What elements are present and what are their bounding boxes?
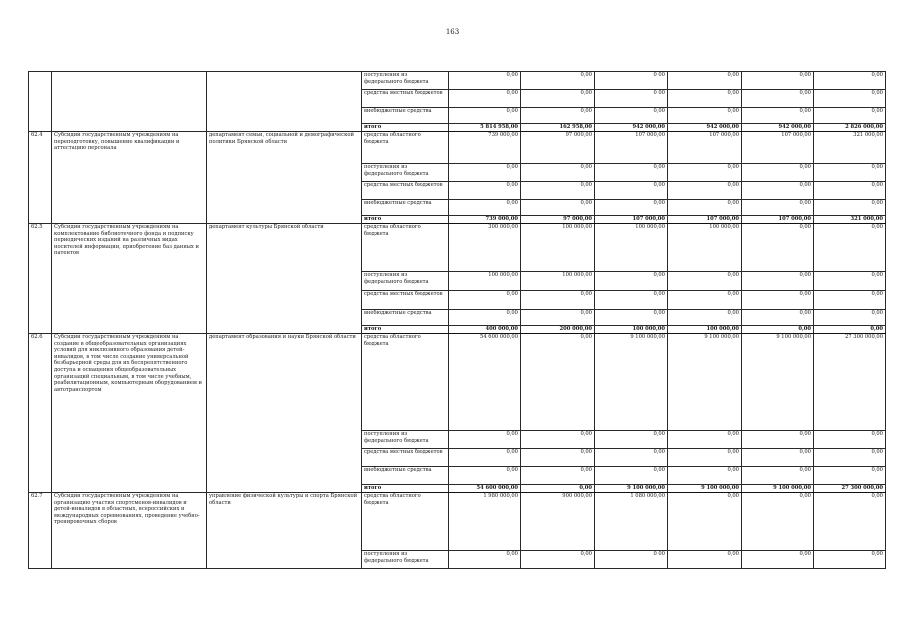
row2-local-value-2: 0,00 bbox=[521, 291, 595, 310]
row1-extra-value-4: 0,00 bbox=[668, 200, 742, 216]
row4-federal-value-3: 0 00 bbox=[595, 551, 668, 569]
top-local-value-3: 0 00 bbox=[595, 90, 668, 108]
continuation-name-cell bbox=[52, 72, 207, 132]
row3-federal-value-5: 0,00 bbox=[742, 431, 814, 449]
top-extra-value-4: 0,00 bbox=[668, 108, 742, 124]
row4-federal-value-6: 0,00 bbox=[814, 551, 886, 569]
source-label-federal: поступления из федерального бюджета bbox=[362, 164, 449, 182]
item-executor: департамент культуры Брянской области bbox=[207, 224, 362, 334]
source-label-federal: поступления из федерального бюджета bbox=[362, 431, 449, 449]
item-executor: управление физической культуры и спорта Брянской области bbox=[207, 493, 362, 569]
row2-federal-value-1: 100 000,00 bbox=[449, 272, 521, 291]
row2-extra-value-6: 0,00 bbox=[814, 310, 886, 326]
row2-regional-value-1: 300 000,00 bbox=[449, 224, 521, 272]
top-total-value-1: 5 814 958,00 bbox=[449, 124, 521, 132]
item-executor: департамент образования и науки Брянской области bbox=[207, 334, 362, 493]
row2-total-value-5: 0,00 bbox=[742, 326, 814, 334]
row1-local-value-2: 0,00 bbox=[521, 182, 595, 200]
row2-federal-value-5: 0,00 bbox=[742, 272, 814, 291]
table-row bbox=[29, 493, 886, 551]
item-description: Субсидии государственным учреждениям на переподготовку, повышение квалификации и аттестацию персонала bbox=[52, 132, 207, 224]
row3-regional-value-6: 27 300 000,00 bbox=[814, 334, 886, 431]
row2-federal-value-2: 100 000,00 bbox=[521, 272, 595, 291]
row4-regional-value-2: 900 000,00 bbox=[521, 493, 595, 551]
row2-extra-value-4: 0,00 bbox=[668, 310, 742, 326]
row1-federal-value-5: 0,00 bbox=[742, 164, 814, 182]
row3-federal-value-2: 0,00 bbox=[521, 431, 595, 449]
item-description: Субсидии государственным учреждениям на создание в общеобразовательных организациях условий для инклюзивного образования детей-инвалидов, в том числе создание универсальной безбарьерной среды для их беспрепятственного доступа и оснащения общеобразовательных организаций специальным, в том числе учебным, реабилитационным, компьютерным оборудованием и автотранспортом bbox=[52, 334, 207, 493]
row1-extra-value-3: 0,00 bbox=[595, 200, 668, 216]
row1-local-value-5: 0,00 bbox=[742, 182, 814, 200]
row2-total-value-4: 100 000,00 bbox=[668, 326, 742, 334]
source-label-regional: средства областного бюджета bbox=[362, 493, 449, 551]
row2-local-value-1: 0,00 bbox=[449, 291, 521, 310]
row3-regional-value-2: 0,00 bbox=[521, 334, 595, 431]
top-local-value-5: 0,00 bbox=[742, 90, 814, 108]
row2-federal-value-6: 0,00 bbox=[814, 272, 886, 291]
top-local-value-2: 0,00 bbox=[521, 90, 595, 108]
row2-total-value-6: 0,00 bbox=[814, 326, 886, 334]
row1-total-value-6: 321 000,00 bbox=[814, 216, 886, 224]
source-label-federal: поступления из федерального бюджета bbox=[362, 551, 449, 569]
row3-local-value-4: 0,00 bbox=[668, 449, 742, 467]
row3-total-value-4: 9 100 000,00 bbox=[668, 485, 742, 493]
row2-regional-value-3: 100 000,00 bbox=[595, 224, 668, 272]
row3-extra-value-2: 0,00 bbox=[521, 467, 595, 485]
item-number: 62.6 bbox=[29, 334, 52, 493]
row3-federal-value-6: 0,00 bbox=[814, 431, 886, 449]
row1-federal-value-4: 0,00 bbox=[668, 164, 742, 182]
top-local-value-4: 0,00 bbox=[668, 90, 742, 108]
row1-extra-value-2: 0,00 bbox=[521, 200, 595, 216]
top-total-value-2: 162 958,00 bbox=[521, 124, 595, 132]
row1-local-value-6: 0,00 bbox=[814, 182, 886, 200]
row3-local-value-6: 0,00 bbox=[814, 449, 886, 467]
row1-regional-value-3: 107 000,00 bbox=[595, 132, 668, 164]
row2-regional-value-5: 0,00 bbox=[742, 224, 814, 272]
top-federal-value-6: 0,00 bbox=[814, 72, 886, 90]
source-label-local: средства местных бюджетов bbox=[362, 449, 449, 467]
top-federal-value-2: 0,00 bbox=[521, 72, 595, 90]
row3-total-value-1: 54 600 000,00 bbox=[449, 485, 521, 493]
row2-regional-value-2: 100 000,00 bbox=[521, 224, 595, 272]
row1-extra-value-1: 0,00 bbox=[449, 200, 521, 216]
row1-regional-value-2: 97 000,00 bbox=[521, 132, 595, 164]
source-label-regional: средства областного бюджета bbox=[362, 132, 449, 164]
top-extra-value-5: 0,00 bbox=[742, 108, 814, 124]
top-federal-value-1: 0,00 bbox=[449, 72, 521, 90]
row2-total-value-1: 400 000,00 bbox=[449, 326, 521, 334]
row4-regional-value-6: 0,00 bbox=[814, 493, 886, 551]
row3-regional-value-4: 9 100 000,00 bbox=[668, 334, 742, 431]
row3-total-value-5: 9 100 000,00 bbox=[742, 485, 814, 493]
source-label-extra: внебюджетные средства bbox=[362, 467, 449, 485]
continuation-idx-cell bbox=[29, 72, 52, 132]
source-label-extra: внебюджетные средства bbox=[362, 310, 449, 326]
row2-local-value-5: 0,00 bbox=[742, 291, 814, 310]
source-label-total: итого bbox=[362, 326, 449, 334]
row1-federal-value-1: 0,00 bbox=[449, 164, 521, 182]
row1-total-value-2: 97 000,00 bbox=[521, 216, 595, 224]
source-label-total: итого bbox=[362, 124, 449, 132]
row2-extra-value-1: 0,00 bbox=[449, 310, 521, 326]
top-extra-value-2: 0,00 bbox=[521, 108, 595, 124]
row3-total-value-2: 0,00 bbox=[521, 485, 595, 493]
source-label-federal: поступления из федерального бюджета bbox=[362, 272, 449, 291]
row1-extra-value-5: 0,00 bbox=[742, 200, 814, 216]
row4-federal-value-1: 0,00 bbox=[449, 551, 521, 569]
row3-extra-value-3: 0,00 bbox=[595, 467, 668, 485]
source-label-extra: внебюджетные средства bbox=[362, 200, 449, 216]
row3-federal-value-4: 0,00 bbox=[668, 431, 742, 449]
row2-federal-value-3: 0,00 bbox=[595, 272, 668, 291]
budget-table bbox=[28, 71, 886, 569]
row2-regional-value-4: 100 000,00 bbox=[668, 224, 742, 272]
source-label-local: средства местных бюджетов bbox=[362, 291, 449, 310]
row3-extra-value-6: 0,00 bbox=[814, 467, 886, 485]
row1-regional-value-4: 107 000,00 bbox=[668, 132, 742, 164]
row1-total-value-3: 107 000,00 bbox=[595, 216, 668, 224]
row4-federal-value-5: 0,00 bbox=[742, 551, 814, 569]
top-total-value-6: 2 826 000,00 bbox=[814, 124, 886, 132]
row2-total-value-2: 200 000,00 bbox=[521, 326, 595, 334]
item-number: 62.5 bbox=[29, 224, 52, 334]
row3-regional-value-1: 54 600 000,00 bbox=[449, 334, 521, 431]
row2-local-value-4: 0,00 bbox=[668, 291, 742, 310]
row2-local-value-6: 0,00 bbox=[814, 291, 886, 310]
item-description: Субсидии государственным учреждениям на комплектование библиотечного фонда и подписку периодических изданий на различных видах носителей информации, приобретение баз данных и патентов bbox=[52, 224, 207, 334]
source-label-total: итого bbox=[362, 216, 449, 224]
source-label-local: средства местных бюджетов bbox=[362, 90, 449, 108]
source-label-regional: средства областного бюджета bbox=[362, 334, 449, 431]
table-row bbox=[29, 132, 886, 164]
top-federal-value-5: 0,00 bbox=[742, 72, 814, 90]
row4-federal-value-4: 0,00 bbox=[668, 551, 742, 569]
row2-local-value-3: 0,00 bbox=[595, 291, 668, 310]
source-label-total: итого bbox=[362, 485, 449, 493]
top-local-value-1: 0,00 bbox=[449, 90, 521, 108]
row1-regional-value-6: 321 000,00 bbox=[814, 132, 886, 164]
item-description: Субсидии государственным учреждениям на организацию участия спортсменов-инвалидов и детей-инвалидов в областных, всероссийских и международных соревнованиях, проведение учебно-тренировочных сборов bbox=[52, 493, 207, 569]
row3-local-value-3: 0,00 bbox=[595, 449, 668, 467]
source-label-regional: средства областного бюджета bbox=[362, 224, 449, 272]
top-total-value-3: 942 000,00 bbox=[595, 124, 668, 132]
item-number: 62.4 bbox=[29, 132, 52, 224]
row4-regional-value-3: 1 080 000,00 bbox=[595, 493, 668, 551]
row3-extra-value-4: 0,00 bbox=[668, 467, 742, 485]
table-row bbox=[29, 72, 886, 90]
row2-regional-value-6: 0,00 bbox=[814, 224, 886, 272]
top-total-value-4: 942 000,00 bbox=[668, 124, 742, 132]
row1-regional-value-5: 107 000,00 bbox=[742, 132, 814, 164]
top-extra-value-3: 0,00 bbox=[595, 108, 668, 124]
top-extra-value-6: 0,00 bbox=[814, 108, 886, 124]
item-executor: департамент семьи, социальной и демографической политики Брянской области bbox=[207, 132, 362, 224]
row1-federal-value-3: 0,00 bbox=[595, 164, 668, 182]
row2-extra-value-5: 0,00 bbox=[742, 310, 814, 326]
row3-local-value-1: 0,00 bbox=[449, 449, 521, 467]
row1-extra-value-6: 0,00 bbox=[814, 200, 886, 216]
continuation-exec-cell bbox=[207, 72, 362, 132]
source-label-local: средства местных бюджетов bbox=[362, 182, 449, 200]
row3-total-value-3: 9 100 000,00 bbox=[595, 485, 668, 493]
table-row bbox=[29, 334, 886, 431]
top-federal-value-4: 0,00 bbox=[668, 72, 742, 90]
page-number: 163 bbox=[445, 28, 460, 36]
row2-extra-value-2: 0,00 bbox=[521, 310, 595, 326]
row4-regional-value-5: 0,00 bbox=[742, 493, 814, 551]
top-total-value-5: 942 000,00 bbox=[742, 124, 814, 132]
top-federal-value-3: 0 00 bbox=[595, 72, 668, 90]
row4-regional-value-1: 1 980 000,00 bbox=[449, 493, 521, 551]
source-label-federal: поступления из федерального бюджета bbox=[362, 72, 449, 90]
row1-federal-value-2: 0,00 bbox=[521, 164, 595, 182]
row4-regional-value-4: 0,00 bbox=[668, 493, 742, 551]
row3-total-value-6: 27 300 000,00 bbox=[814, 485, 886, 493]
row2-extra-value-3: 0,00 bbox=[595, 310, 668, 326]
row3-local-value-5: 0,00 bbox=[742, 449, 814, 467]
table-row bbox=[29, 224, 886, 272]
item-number: 62.7 bbox=[29, 493, 52, 569]
row1-total-value-4: 107 000,00 bbox=[668, 216, 742, 224]
row3-extra-value-1: 0,00 bbox=[449, 467, 521, 485]
top-local-value-6: 0,00 bbox=[814, 90, 886, 108]
row1-local-value-4: 0,00 bbox=[668, 182, 742, 200]
row3-extra-value-5: 0,00 bbox=[742, 467, 814, 485]
row2-federal-value-4: 0,00 bbox=[668, 272, 742, 291]
row4-federal-value-2: 0,00 bbox=[521, 551, 595, 569]
row3-federal-value-3: 0,00 bbox=[595, 431, 668, 449]
source-label-extra: внебюджетные средства bbox=[362, 108, 449, 124]
row1-regional-value-1: 739 000,00 bbox=[449, 132, 521, 164]
row1-total-value-1: 739 000,00 bbox=[449, 216, 521, 224]
row1-total-value-5: 107 000,00 bbox=[742, 216, 814, 224]
row1-federal-value-6: 0,00 bbox=[814, 164, 886, 182]
row1-local-value-3: 0,00 bbox=[595, 182, 668, 200]
row3-regional-value-3: 9 100 000,00 bbox=[595, 334, 668, 431]
row2-total-value-3: 100 000,00 bbox=[595, 326, 668, 334]
row3-local-value-2: 0,00 bbox=[521, 449, 595, 467]
row3-regional-value-5: 9 100 000,00 bbox=[742, 334, 814, 431]
top-extra-value-1: 0,00 bbox=[449, 108, 521, 124]
row3-federal-value-1: 0,00 bbox=[449, 431, 521, 449]
row1-local-value-1: 0,00 bbox=[449, 182, 521, 200]
